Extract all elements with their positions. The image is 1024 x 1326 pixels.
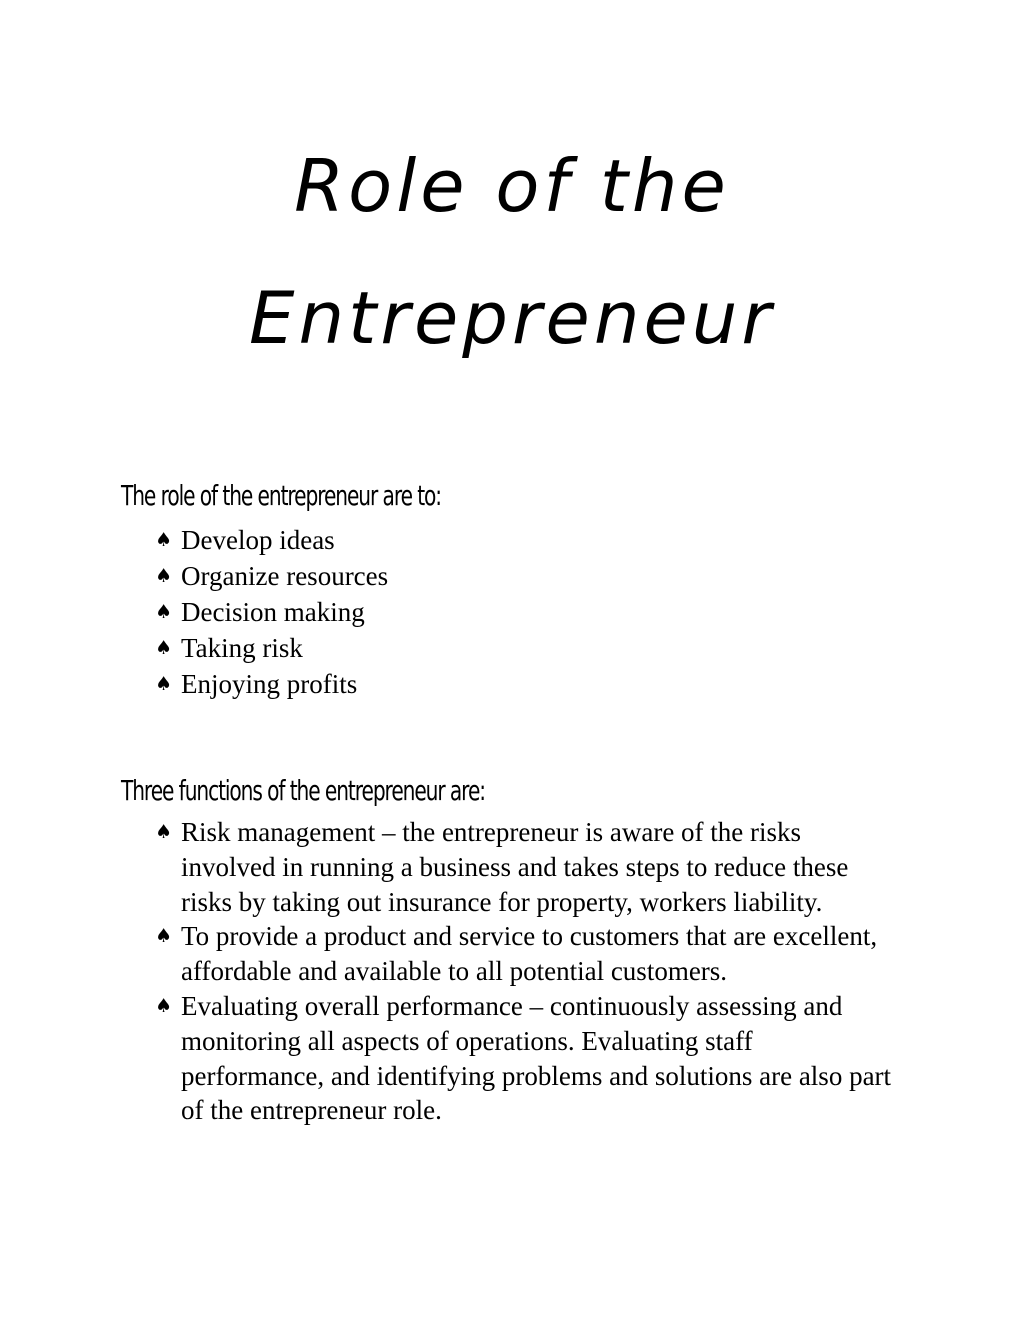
spade-bullet-icon: ♠ xyxy=(155,601,173,623)
spade-bullet-icon: ♠ xyxy=(155,529,173,551)
list-item-text: Develop ideas xyxy=(181,525,335,555)
spade-bullet-icon: ♠ xyxy=(155,637,173,659)
list-item-text: Risk management – the entrepreneur is aware of the risks involved in running a business and takes steps to reduce these risks by taking out insurance for property, workers liability. xyxy=(181,817,849,917)
roles-list xyxy=(155,522,895,702)
section-heading-functions: Three functions of the entrepreneur are: xyxy=(121,774,485,807)
list-item xyxy=(155,919,895,989)
spade-bullet-icon: ♠ xyxy=(155,821,173,843)
list-item-text: Evaluating overall performance – continuously assessing and monitoring all aspects of operations. Evaluating staff performance, and identifying problems and solutions are also part of the entrepreneur role. xyxy=(181,990,892,1126)
list-item xyxy=(155,594,895,630)
functions-list xyxy=(155,815,895,1128)
list-item-text: Enjoying profits xyxy=(181,669,358,699)
spade-bullet-icon: ♠ xyxy=(155,925,173,948)
page-title-line-2: Entrepreneur xyxy=(248,276,776,360)
list-item xyxy=(155,522,895,558)
page-title-line-1: Role of the xyxy=(294,144,730,228)
list-item-text: Decision making xyxy=(181,597,365,627)
list-item xyxy=(155,815,895,919)
list-item-text: To provide a product and service to customers that are excellent, affordable and available to all potential customers. xyxy=(181,921,878,987)
list-item xyxy=(155,630,895,666)
list-item xyxy=(155,558,895,594)
spade-bullet-icon: ♠ xyxy=(155,565,173,587)
section-heading-roles: The role of the entrepreneur are to: xyxy=(121,479,442,512)
list-item-text: Taking risk xyxy=(181,633,303,663)
list-item xyxy=(155,666,895,702)
spade-bullet-icon: ♠ xyxy=(155,994,173,1017)
list-item-text: Organize resources xyxy=(181,561,389,591)
spade-bullet-icon: ♠ xyxy=(155,673,173,695)
list-item xyxy=(155,989,895,1128)
